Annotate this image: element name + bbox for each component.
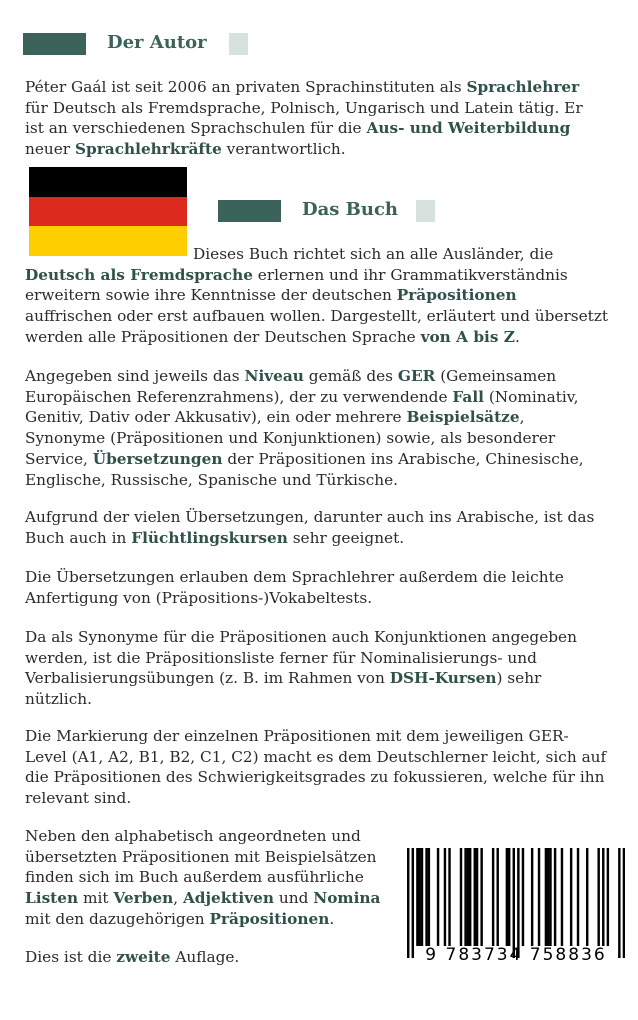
bold-term: Sprachlehrkräfte	[74, 140, 222, 159]
bold-term: zweite	[116, 948, 171, 966]
text-run: Genitiv, Dativ oder Akkusativ), ein oder mehrere	[25, 408, 407, 427]
barcode-bar	[607, 848, 609, 946]
text-run: Die Übersetzungen erlauben dem Sprachlehrer außerdem die leichte	[25, 568, 564, 586]
bold-term: Fall	[452, 387, 484, 406]
book-paragraph-levels	[25, 726, 606, 809]
text-run: ist an verschiedenen Sprachschulen für die	[25, 119, 367, 138]
text-run: werden alle Präpositionen der Deutschen Sprache	[25, 327, 421, 346]
text-run: mit den dazugehörigen	[25, 909, 210, 928]
heading-accent-square	[229, 33, 248, 55]
text-run: .	[514, 327, 520, 346]
barcode-bar	[522, 848, 524, 946]
text-run: übersetzten Präpositionen mit Beispielsätzen	[25, 847, 377, 866]
flag-stripe-black	[29, 167, 187, 197]
bold-term: Deutsch als Fremdsprache	[25, 265, 253, 284]
barcode-bar	[538, 848, 540, 946]
text-line	[25, 387, 584, 408]
text-run: Synonyme (Präpositionen und Konjunktionen) sowie, als besonderer	[25, 429, 556, 448]
barcode-bar	[570, 848, 572, 946]
text-line	[25, 118, 583, 139]
barcode-bar	[464, 848, 466, 946]
barcode-bar	[547, 848, 549, 946]
barcode-guard-bar	[412, 848, 414, 958]
text-run: Dies ist die	[25, 948, 117, 966]
author-heading-title: Der Autor	[107, 32, 207, 53]
text-line	[25, 726, 606, 747]
text-line	[25, 470, 584, 491]
heading-accent-bar	[23, 33, 86, 55]
book-paragraph-refugee-courses	[25, 507, 594, 548]
barcode-bar	[577, 848, 579, 946]
book-paragraph-intro	[25, 244, 608, 348]
text-run: Level (A1, A2, B1, B2, C1, C2) macht es dem Deutschlerner leicht, sich auf	[25, 747, 607, 766]
barcode-bar	[421, 848, 423, 946]
text-line	[25, 747, 606, 768]
text-run: auffrischen oder erst aufbauen wollen. Dargestellt, erläutert und übersetzt	[25, 307, 609, 326]
text-line	[25, 826, 380, 847]
bold-term: Beispielsätze	[406, 408, 520, 427]
barcode-bar	[554, 848, 556, 946]
barcode-bar	[428, 848, 430, 946]
barcode-bar	[425, 848, 427, 946]
bold-term: Listen	[25, 889, 79, 908]
text-run: Europäischen Referenzrahmens), der zu verwendende	[25, 387, 453, 406]
barcode-bar	[416, 848, 418, 946]
text-run: sehr geeignet.	[287, 528, 405, 547]
barcode-bar	[474, 848, 476, 946]
bold-term: Präpositionen	[396, 286, 517, 305]
text-line	[25, 888, 380, 909]
text-run: .	[329, 909, 335, 928]
barcode-bar	[492, 848, 494, 946]
text-run: für Deutsch als Fremdsprache, Polnisch, Ungarisch und Latein tätig. Er	[25, 98, 583, 117]
text-line	[25, 139, 583, 160]
text-line	[25, 668, 577, 689]
text-run: Dieses Buch richtet sich an alle Ausländer, die	[193, 245, 554, 263]
barcode-bar	[586, 848, 588, 946]
bold-term: Nomina	[313, 889, 381, 908]
text-run: (Nominativ,	[483, 387, 579, 406]
text-run: Service,	[25, 449, 93, 468]
text-run: verantwortlich.	[221, 140, 346, 159]
barcode-bar	[561, 848, 563, 946]
barcode-guard-bar	[513, 848, 515, 958]
text-run: Verbalisierungsübungen (z. B. im Rahmen von	[25, 669, 390, 688]
barcode-bar	[444, 848, 446, 946]
barcode-bar	[448, 848, 450, 946]
flag-stripe-red	[29, 197, 187, 227]
bold-term: Übersetzungen	[92, 449, 223, 468]
book-paragraph-vocabulary-tests	[25, 567, 564, 608]
isbn-number: 9 783734 758836	[425, 945, 607, 965]
text-run: mit	[78, 889, 114, 908]
text-run: Aufgrund der vielen Übersetzungen, darunter auch ins Arabische, ist das	[25, 508, 595, 526]
book-paragraph-lists	[25, 826, 380, 930]
text-run: (Gemeinsamen	[435, 367, 557, 385]
text-run: die Präpositionen des Schwierigkeitsgrades zu fokussieren, welche für ihn	[25, 768, 605, 787]
text-run: und	[274, 889, 314, 908]
bold-term: Sprachlehrer	[466, 78, 580, 96]
text-run: Angegeben sind jeweils das	[25, 367, 245, 385]
text-line	[25, 507, 594, 528]
german-flag	[29, 167, 187, 256]
text-run: Da als Synonyme für die Präpositionen auch Konjunktionen angegeben	[25, 628, 577, 646]
bold-term: von A bis Z	[420, 327, 515, 346]
text-run: Péter Gaál ist seit 2006 an privaten Sprachinstituten als	[25, 78, 467, 96]
text-run: ,	[519, 408, 525, 427]
text-line	[25, 689, 577, 710]
text-run: Englische, Russische, Spanische und Türkische.	[25, 470, 399, 489]
bold-term: Verben	[113, 889, 174, 908]
heading-accent-square	[416, 200, 435, 222]
text-run: relevant sind.	[25, 789, 132, 808]
text-run: Neben den alphabetisch angeordneten und	[25, 827, 361, 845]
barcode-bar	[469, 848, 471, 946]
text-run: der Präpositionen ins Arabische, Chinesische,	[222, 449, 584, 468]
text-run: Anfertigung von (Präpositions-)Vokabeltests.	[25, 588, 373, 607]
text-line	[25, 366, 584, 387]
text-line	[25, 285, 608, 306]
text-line	[25, 567, 564, 588]
book-paragraph-synonyms	[25, 627, 577, 710]
text-line	[25, 847, 380, 868]
barcode-bar	[467, 848, 469, 946]
text-line	[25, 588, 564, 609]
bold-term: GER	[397, 367, 436, 385]
text-line	[25, 528, 594, 549]
text-line	[25, 244, 608, 265]
bold-term: DSH-Kursen	[389, 669, 497, 688]
barcode-guard-bar	[407, 848, 409, 958]
author-heading	[23, 33, 253, 55]
text-line	[25, 327, 608, 348]
barcode-bar	[508, 848, 510, 946]
text-run: erlernen und ihr Grammatikverständnis	[252, 265, 568, 284]
text-line	[25, 428, 584, 449]
heading-accent-bar	[218, 200, 281, 222]
text-run: gemäß des	[303, 367, 398, 385]
text-line	[25, 407, 584, 428]
text-run: ,	[173, 889, 183, 908]
book-heading	[218, 200, 440, 222]
text-line	[25, 627, 577, 648]
text-line	[25, 265, 608, 286]
barcode-bar	[506, 848, 508, 946]
text-run: neuer	[25, 140, 75, 159]
barcode-bar	[476, 848, 478, 946]
text-line	[25, 788, 606, 809]
text-line	[25, 77, 583, 98]
text-line	[25, 947, 239, 968]
book-paragraph-edition	[25, 947, 239, 968]
text-run: finden sich im Buch außerdem ausführliche	[25, 868, 364, 887]
book-heading-title: Das Buch	[302, 199, 399, 220]
barcode-bar	[437, 848, 439, 946]
barcode-bar	[480, 848, 482, 946]
text-line	[25, 306, 608, 327]
bold-term: Aus- und Weiterbildung	[366, 119, 571, 138]
author-paragraph	[25, 77, 583, 160]
barcode-guard-bar	[517, 848, 519, 958]
text-line	[25, 867, 380, 888]
text-line	[25, 449, 584, 470]
bold-term: Adjektiven	[182, 889, 274, 908]
bold-term: Flüchtlingskursen	[131, 528, 288, 547]
text-run: erweitern sowie ihre Kenntnisse der deutschen	[25, 286, 397, 305]
text-run: ) sehr	[496, 669, 542, 688]
text-line	[25, 648, 577, 669]
barcode-bar	[549, 848, 551, 946]
text-line	[25, 767, 606, 788]
bold-term: Präpositionen	[209, 909, 330, 928]
barcode-bar	[602, 848, 604, 946]
text-run: werden, ist die Präpositionsliste ferner für Nominalisierungs- und	[25, 648, 537, 667]
barcode-guard-bar	[618, 848, 620, 958]
barcode-bar	[460, 848, 462, 946]
barcode-bar	[531, 848, 533, 946]
text-run: Buch auch in	[25, 528, 132, 547]
text-run: Auflage.	[170, 948, 240, 966]
barcode-bar	[597, 848, 599, 946]
text-run: Die Markierung der einzelnen Präpositionen mit dem jeweiligen GER-	[25, 727, 569, 745]
barcode-bar	[545, 848, 547, 946]
text-line	[25, 909, 380, 930]
book-paragraph-contents	[25, 366, 584, 490]
barcode-bar	[418, 848, 420, 946]
text-line	[25, 98, 583, 119]
barcode-bar	[496, 848, 498, 946]
bold-term: Niveau	[244, 367, 304, 385]
barcode-guard-bar	[623, 848, 625, 958]
text-run: nützlich.	[25, 690, 92, 709]
